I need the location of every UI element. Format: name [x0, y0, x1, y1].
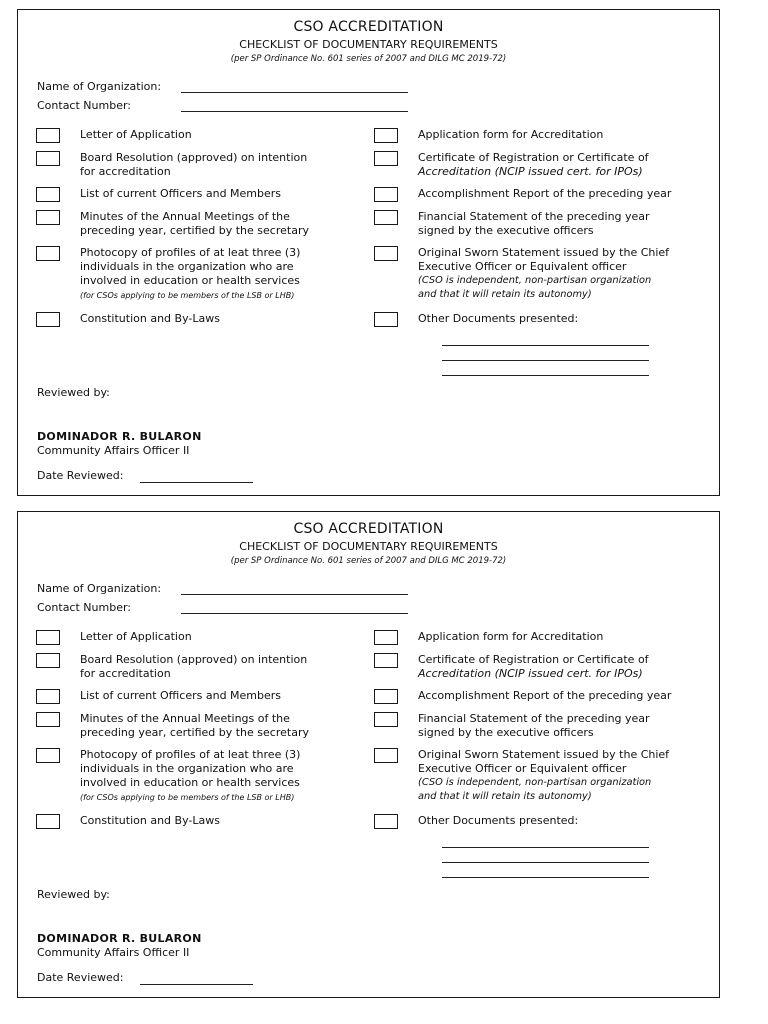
- form-title: CSO ACCREDITATION: [293, 19, 444, 35]
- form-reference: (per SP Ordinance No. 601 series of 2007 and DILG MC 2019-72): [230, 556, 507, 566]
- date-reviewed-label: Date Reviewed:: [37, 971, 124, 984]
- checkbox-certificate-registration[interactable]: [374, 151, 398, 166]
- form-subtitle: CHECKLIST OF DOCUMENTARY REQUIREMENTS: [239, 38, 498, 51]
- sworn-note-line-1: (CSO is independent, non-partisan organization: [418, 275, 652, 286]
- form-title: CSO ACCREDITATION: [293, 521, 444, 537]
- item-constitution: Constitution and By-Laws: [80, 814, 220, 827]
- checkbox-application-form[interactable]: [374, 630, 398, 645]
- other-documents-line-3[interactable]: [442, 877, 649, 878]
- checkbox-profiles[interactable]: [36, 748, 60, 763]
- accreditation-form-copy-2: [17, 511, 720, 998]
- item-application-form: Application form for Accreditation: [418, 630, 604, 643]
- checkbox-other-documents[interactable]: [374, 312, 398, 327]
- form-subtitle: CHECKLIST OF DOCUMENTARY REQUIREMENTS: [239, 540, 498, 553]
- other-documents-line-1[interactable]: [442, 345, 649, 346]
- reviewed-by-label: Reviewed by:: [37, 386, 110, 399]
- item-profiles: Photocopy of profiles of at leat three (3) individuals in the organization who are involved in education or health services (for CSOs applying to be members of the LSB or LHB): [80, 748, 370, 804]
- item-certificate-registration: Certificate of Registration or Certificate of Accreditation (NCIP issued cert. for IPOs): [418, 653, 649, 680]
- reviewed-by-label: Reviewed by:: [37, 888, 110, 901]
- checkbox-certificate-registration[interactable]: [374, 653, 398, 668]
- date-reviewed-field[interactable]: [140, 984, 253, 985]
- checkbox-constitution[interactable]: [36, 814, 60, 829]
- contact-field[interactable]: [181, 111, 408, 112]
- checkbox-accomplishment-report[interactable]: [374, 187, 398, 202]
- checkbox-officers-members[interactable]: [36, 187, 60, 202]
- item-board-resolution: Board Resolution (approved) on intention for accreditation: [80, 653, 308, 680]
- checkbox-board-resolution[interactable]: [36, 653, 60, 668]
- checkbox-profiles[interactable]: [36, 246, 60, 261]
- item-sworn-statement: Original Sworn Statement issued by the Chief Executive Officer or Equivalent officer (CSO is independent, non-partisan organization and that it will retain its autonomy): [418, 748, 718, 804]
- item-board-resolution: Board Resolution (approved) on intention for accreditation: [80, 151, 308, 178]
- contact-label: Contact Number:: [37, 601, 131, 614]
- item-minutes-meetings: Minutes of the Annual Meetings of the preceding year, certified by the secretary: [80, 210, 309, 237]
- item-accomplishment-report: Accomplishment Report of the preceding year: [418, 187, 672, 200]
- form-reference: (per SP Ordinance No. 601 series of 2007 and DILG MC 2019-72): [230, 54, 507, 64]
- checkbox-constitution[interactable]: [36, 312, 60, 327]
- item-accomplishment-report: Accomplishment Report of the preceding year: [418, 689, 672, 702]
- organization-field[interactable]: [181, 92, 408, 93]
- other-documents-line-3[interactable]: [442, 375, 649, 376]
- sworn-note-line-2: and that it will retain its autonomy): [418, 791, 592, 802]
- officer-title: Community Affairs Officer II: [37, 444, 190, 457]
- item-sworn-statement: Original Sworn Statement issued by the Chief Executive Officer or Equivalent officer (CSO is independent, non-partisan organization and that it will retain its autonomy): [418, 246, 718, 302]
- checkbox-letter-of-application[interactable]: [36, 630, 60, 645]
- checkbox-financial-statement[interactable]: [374, 712, 398, 727]
- date-reviewed-field[interactable]: [140, 482, 253, 483]
- officer-name: DOMINADOR R. BULARON: [37, 932, 202, 945]
- item-financial-statement: Financial Statement of the preceding year signed by the executive officers: [418, 712, 650, 739]
- item-financial-statement: Financial Statement of the preceding year signed by the executive officers: [418, 210, 650, 237]
- item-other-documents: Other Documents presented:: [418, 814, 579, 827]
- item-letter-of-application: Letter of Application: [80, 128, 192, 141]
- contact-label: Contact Number:: [37, 99, 131, 112]
- item-officers-members: List of current Officers and Members: [80, 689, 282, 702]
- item-other-documents: Other Documents presented:: [418, 312, 579, 325]
- officer-name: DOMINADOR R. BULARON: [37, 430, 202, 443]
- checkbox-letter-of-application[interactable]: [36, 128, 60, 143]
- item-minutes-meetings: Minutes of the Annual Meetings of the preceding year, certified by the secretary: [80, 712, 309, 739]
- checkbox-sworn-statement[interactable]: [374, 246, 398, 261]
- checkbox-minutes-meetings[interactable]: [36, 712, 60, 727]
- item-officers-members: List of current Officers and Members: [80, 187, 282, 200]
- organization-label: Name of Organization:: [37, 582, 162, 595]
- checkbox-officers-members[interactable]: [36, 689, 60, 704]
- accreditation-form-copy-1: [17, 9, 720, 496]
- contact-field[interactable]: [181, 613, 408, 614]
- sworn-note-line-1: (CSO is independent, non-partisan organization: [418, 777, 652, 788]
- date-reviewed-label: Date Reviewed:: [37, 469, 124, 482]
- other-documents-line-2[interactable]: [442, 862, 649, 863]
- profiles-note: (for CSOs applying to be members of the LSB or LHB): [80, 291, 295, 300]
- item-application-form: Application form for Accreditation: [418, 128, 604, 141]
- organization-field[interactable]: [181, 594, 408, 595]
- checkbox-application-form[interactable]: [374, 128, 398, 143]
- item-letter-of-application: Letter of Application: [80, 630, 192, 643]
- other-documents-line-2[interactable]: [442, 360, 649, 361]
- checkbox-financial-statement[interactable]: [374, 210, 398, 225]
- sworn-note-line-2: and that it will retain its autonomy): [418, 289, 592, 300]
- profiles-note: (for CSOs applying to be members of the LSB or LHB): [80, 793, 295, 802]
- item-constitution: Constitution and By-Laws: [80, 312, 220, 325]
- checkbox-other-documents[interactable]: [374, 814, 398, 829]
- item-certificate-registration: Certificate of Registration or Certificate of Accreditation (NCIP issued cert. for IPOs): [418, 151, 649, 178]
- organization-label: Name of Organization:: [37, 80, 162, 93]
- checkbox-minutes-meetings[interactable]: [36, 210, 60, 225]
- checkbox-sworn-statement[interactable]: [374, 748, 398, 763]
- other-documents-line-1[interactable]: [442, 847, 649, 848]
- officer-title: Community Affairs Officer II: [37, 946, 190, 959]
- checkbox-accomplishment-report[interactable]: [374, 689, 398, 704]
- item-profiles: Photocopy of profiles of at leat three (3) individuals in the organization who are involved in education or health services (for CSOs applying to be members of the LSB or LHB): [80, 246, 370, 302]
- checkbox-board-resolution[interactable]: [36, 151, 60, 166]
